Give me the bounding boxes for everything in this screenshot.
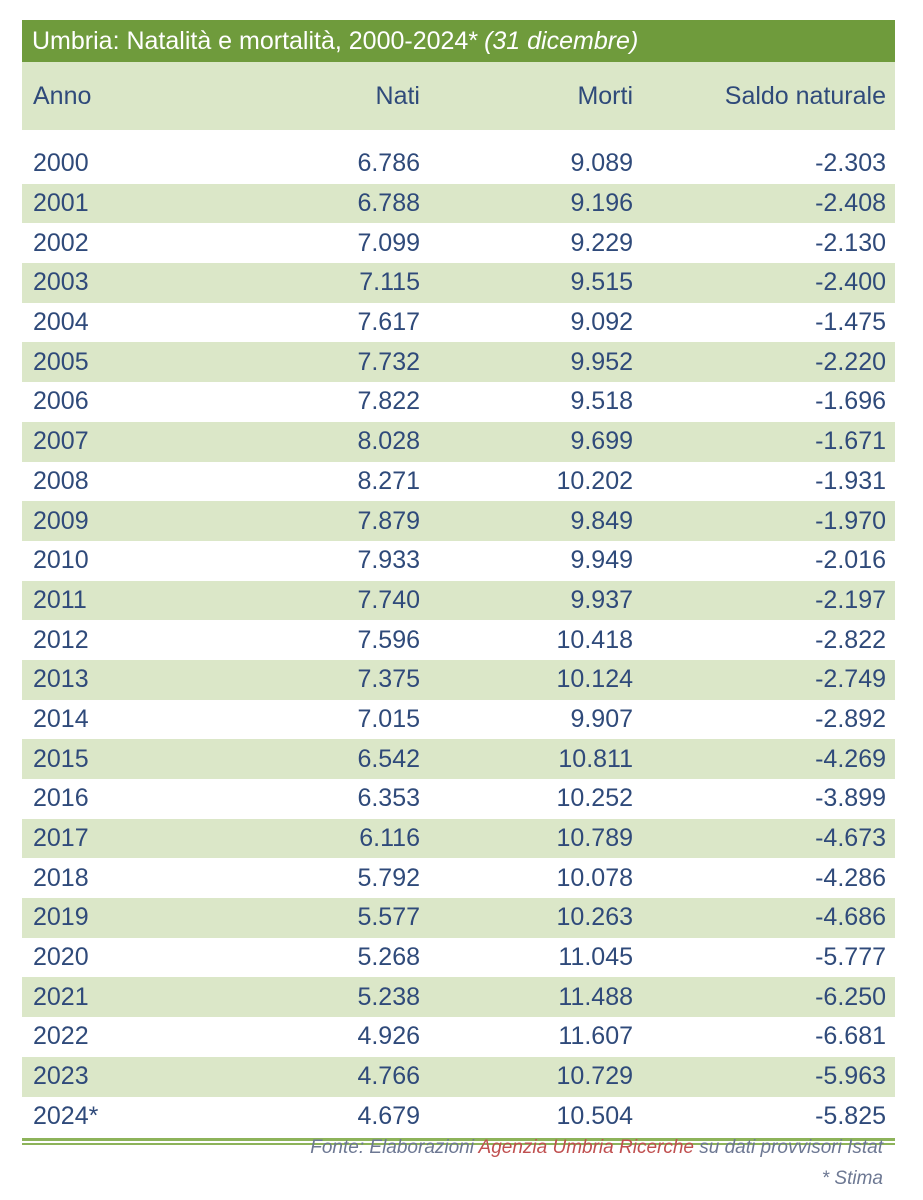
cell-nati: 8.271 bbox=[357, 466, 420, 495]
table-row bbox=[22, 342, 895, 382]
cell-nati: 7.375 bbox=[357, 665, 420, 694]
cell-saldo: -2.220 bbox=[815, 347, 886, 376]
cell-anno: 2000 bbox=[33, 149, 89, 178]
table-row bbox=[22, 501, 895, 541]
cell-nati: 5.792 bbox=[357, 863, 420, 892]
source-prefix: Fonte: Elaborazioni bbox=[310, 1137, 474, 1158]
cell-saldo: -2.016 bbox=[815, 546, 886, 575]
cell-morti: 10.504 bbox=[556, 1101, 633, 1130]
table-row bbox=[22, 1017, 895, 1057]
source-agency: Agenzia Umbria Ricerche bbox=[478, 1137, 694, 1158]
cell-morti: 10.263 bbox=[556, 903, 633, 932]
cell-morti: 9.092 bbox=[570, 308, 633, 337]
table-row bbox=[22, 977, 895, 1017]
cell-anno: 2006 bbox=[33, 387, 89, 416]
cell-anno: 2013 bbox=[33, 665, 89, 694]
cell-nati: 7.732 bbox=[357, 347, 420, 376]
cell-nati: 7.933 bbox=[357, 546, 420, 575]
cell-morti: 10.202 bbox=[556, 466, 633, 495]
cell-nati: 7.015 bbox=[357, 704, 420, 733]
cell-anno: 2015 bbox=[33, 744, 89, 773]
header-row bbox=[22, 62, 895, 130]
cell-nati: 5.577 bbox=[357, 903, 420, 932]
table-row bbox=[22, 819, 895, 859]
cell-nati: 4.926 bbox=[357, 1022, 420, 1051]
cell-anno: 2007 bbox=[33, 427, 89, 456]
cell-nati: 4.679 bbox=[357, 1101, 420, 1130]
cell-saldo: -2.892 bbox=[815, 704, 886, 733]
table-row bbox=[22, 858, 895, 898]
header-anno: Anno bbox=[33, 81, 92, 110]
cell-saldo: -2.400 bbox=[815, 268, 886, 297]
cell-anno: 2012 bbox=[33, 625, 89, 654]
cell-saldo: -1.931 bbox=[815, 466, 886, 495]
cell-anno: 2016 bbox=[33, 784, 89, 813]
cell-anno: 2004 bbox=[33, 308, 89, 337]
cell-morti: 11.488 bbox=[558, 982, 633, 1011]
table-row bbox=[22, 263, 895, 303]
cell-morti: 9.515 bbox=[570, 268, 633, 297]
cell-saldo: -5.777 bbox=[815, 943, 886, 972]
table-row bbox=[22, 223, 895, 263]
cell-morti: 10.789 bbox=[556, 824, 633, 853]
table-title: Umbria: Natalità e mortalità, 2000-2024* bbox=[32, 27, 479, 55]
cell-morti: 9.907 bbox=[570, 704, 633, 733]
header-saldo-naturale: Saldo naturale bbox=[724, 81, 886, 110]
cell-anno: 2020 bbox=[33, 943, 89, 972]
cell-anno: 2001 bbox=[33, 189, 89, 218]
cell-morti: 9.229 bbox=[570, 228, 633, 257]
cell-nati: 6.788 bbox=[357, 189, 420, 218]
table-subtitle: (31 dicembre) bbox=[484, 27, 639, 55]
cell-nati: 6.786 bbox=[357, 149, 420, 178]
cell-anno: 2022 bbox=[33, 1022, 89, 1051]
table-title-bar bbox=[22, 20, 895, 62]
cell-morti: 9.937 bbox=[570, 585, 633, 614]
table-row bbox=[22, 700, 895, 740]
table-row bbox=[22, 779, 895, 819]
header-morti: Morti bbox=[577, 81, 633, 110]
table-body bbox=[22, 144, 895, 1136]
table-row bbox=[22, 620, 895, 660]
cell-anno: 2021 bbox=[33, 982, 89, 1011]
header-nati: Nati bbox=[375, 81, 420, 110]
cell-nati: 7.596 bbox=[357, 625, 420, 654]
cell-nati: 6.116 bbox=[359, 824, 420, 853]
cell-morti: 9.952 bbox=[570, 347, 633, 376]
cell-morti: 10.124 bbox=[556, 665, 633, 694]
source-note bbox=[310, 1137, 883, 1159]
header-spacer bbox=[22, 130, 895, 144]
cell-nati: 7.740 bbox=[357, 585, 420, 614]
cell-anno: 2018 bbox=[33, 863, 89, 892]
cell-morti: 9.849 bbox=[570, 506, 633, 535]
cell-morti: 9.196 bbox=[570, 189, 633, 218]
table-row bbox=[22, 581, 895, 621]
table-row bbox=[22, 938, 895, 978]
cell-morti: 10.811 bbox=[558, 744, 633, 773]
cell-saldo: -2.408 bbox=[815, 189, 886, 218]
cell-morti: 11.045 bbox=[558, 943, 633, 972]
cell-nati: 4.766 bbox=[357, 1062, 420, 1091]
cell-saldo: -1.696 bbox=[815, 387, 886, 416]
cell-anno: 2009 bbox=[33, 506, 89, 535]
cell-saldo: -6.681 bbox=[815, 1022, 886, 1051]
table-row bbox=[22, 144, 895, 184]
table-row bbox=[22, 660, 895, 700]
cell-saldo: -4.269 bbox=[815, 744, 886, 773]
cell-nati: 7.099 bbox=[357, 228, 420, 257]
cell-saldo: -4.686 bbox=[815, 903, 886, 932]
cell-anno: 2008 bbox=[33, 466, 89, 495]
cell-anno: 2003 bbox=[33, 268, 89, 297]
cell-nati: 8.028 bbox=[357, 427, 420, 456]
cell-nati: 5.268 bbox=[357, 943, 420, 972]
cell-morti: 10.729 bbox=[556, 1062, 633, 1091]
cell-morti: 9.949 bbox=[570, 546, 633, 575]
cell-morti: 10.418 bbox=[556, 625, 633, 654]
cell-anno: 2010 bbox=[33, 546, 89, 575]
cell-anno: 2005 bbox=[33, 347, 89, 376]
cell-morti: 11.607 bbox=[558, 1022, 633, 1051]
cell-saldo: -4.673 bbox=[815, 824, 886, 853]
cell-nati: 5.238 bbox=[357, 982, 420, 1011]
cell-saldo: -2.749 bbox=[815, 665, 886, 694]
table-row bbox=[22, 382, 895, 422]
cell-saldo: -2.197 bbox=[815, 585, 886, 614]
cell-saldo: -6.250 bbox=[815, 982, 886, 1011]
cell-nati: 7.617 bbox=[357, 308, 420, 337]
cell-nati: 7.115 bbox=[359, 268, 420, 297]
table-row bbox=[22, 739, 895, 779]
cell-saldo: -1.970 bbox=[815, 506, 886, 535]
cell-saldo: -2.303 bbox=[815, 149, 886, 178]
cell-saldo: -2.130 bbox=[815, 228, 886, 257]
estimate-note: * Stima bbox=[821, 1168, 883, 1189]
cell-saldo: -1.671 bbox=[815, 427, 886, 456]
cell-anno: 2002 bbox=[33, 228, 89, 257]
cell-nati: 7.879 bbox=[357, 506, 420, 535]
cell-nati: 6.353 bbox=[357, 784, 420, 813]
cell-morti: 9.089 bbox=[570, 149, 633, 178]
table-row bbox=[22, 1057, 895, 1097]
cell-saldo: -4.286 bbox=[815, 863, 886, 892]
cell-anno: 2023 bbox=[33, 1062, 89, 1091]
cell-anno: 2024* bbox=[33, 1101, 99, 1130]
cell-nati: 7.822 bbox=[357, 387, 420, 416]
data-table bbox=[22, 20, 895, 1145]
cell-anno: 2011 bbox=[33, 585, 87, 614]
cell-saldo: -3.899 bbox=[815, 784, 886, 813]
cell-morti: 9.699 bbox=[570, 427, 633, 456]
cell-anno: 2019 bbox=[33, 903, 89, 932]
table-row bbox=[22, 1097, 895, 1137]
table-row bbox=[22, 541, 895, 581]
cell-nati: 6.542 bbox=[357, 744, 420, 773]
cell-morti: 9.518 bbox=[570, 387, 633, 416]
cell-anno: 2017 bbox=[33, 824, 89, 853]
cell-saldo: -5.963 bbox=[815, 1062, 886, 1091]
source-suffix: su dati provvisori Istat bbox=[699, 1137, 883, 1158]
cell-saldo: -2.822 bbox=[815, 625, 886, 654]
table-row bbox=[22, 303, 895, 343]
table-row bbox=[22, 184, 895, 224]
cell-saldo: -5.825 bbox=[815, 1101, 886, 1130]
table-row bbox=[22, 422, 895, 462]
table-row bbox=[22, 462, 895, 502]
cell-morti: 10.078 bbox=[556, 863, 633, 892]
cell-saldo: -1.475 bbox=[815, 308, 886, 337]
table-row bbox=[22, 898, 895, 938]
cell-morti: 10.252 bbox=[556, 784, 633, 813]
cell-anno: 2014 bbox=[33, 704, 89, 733]
